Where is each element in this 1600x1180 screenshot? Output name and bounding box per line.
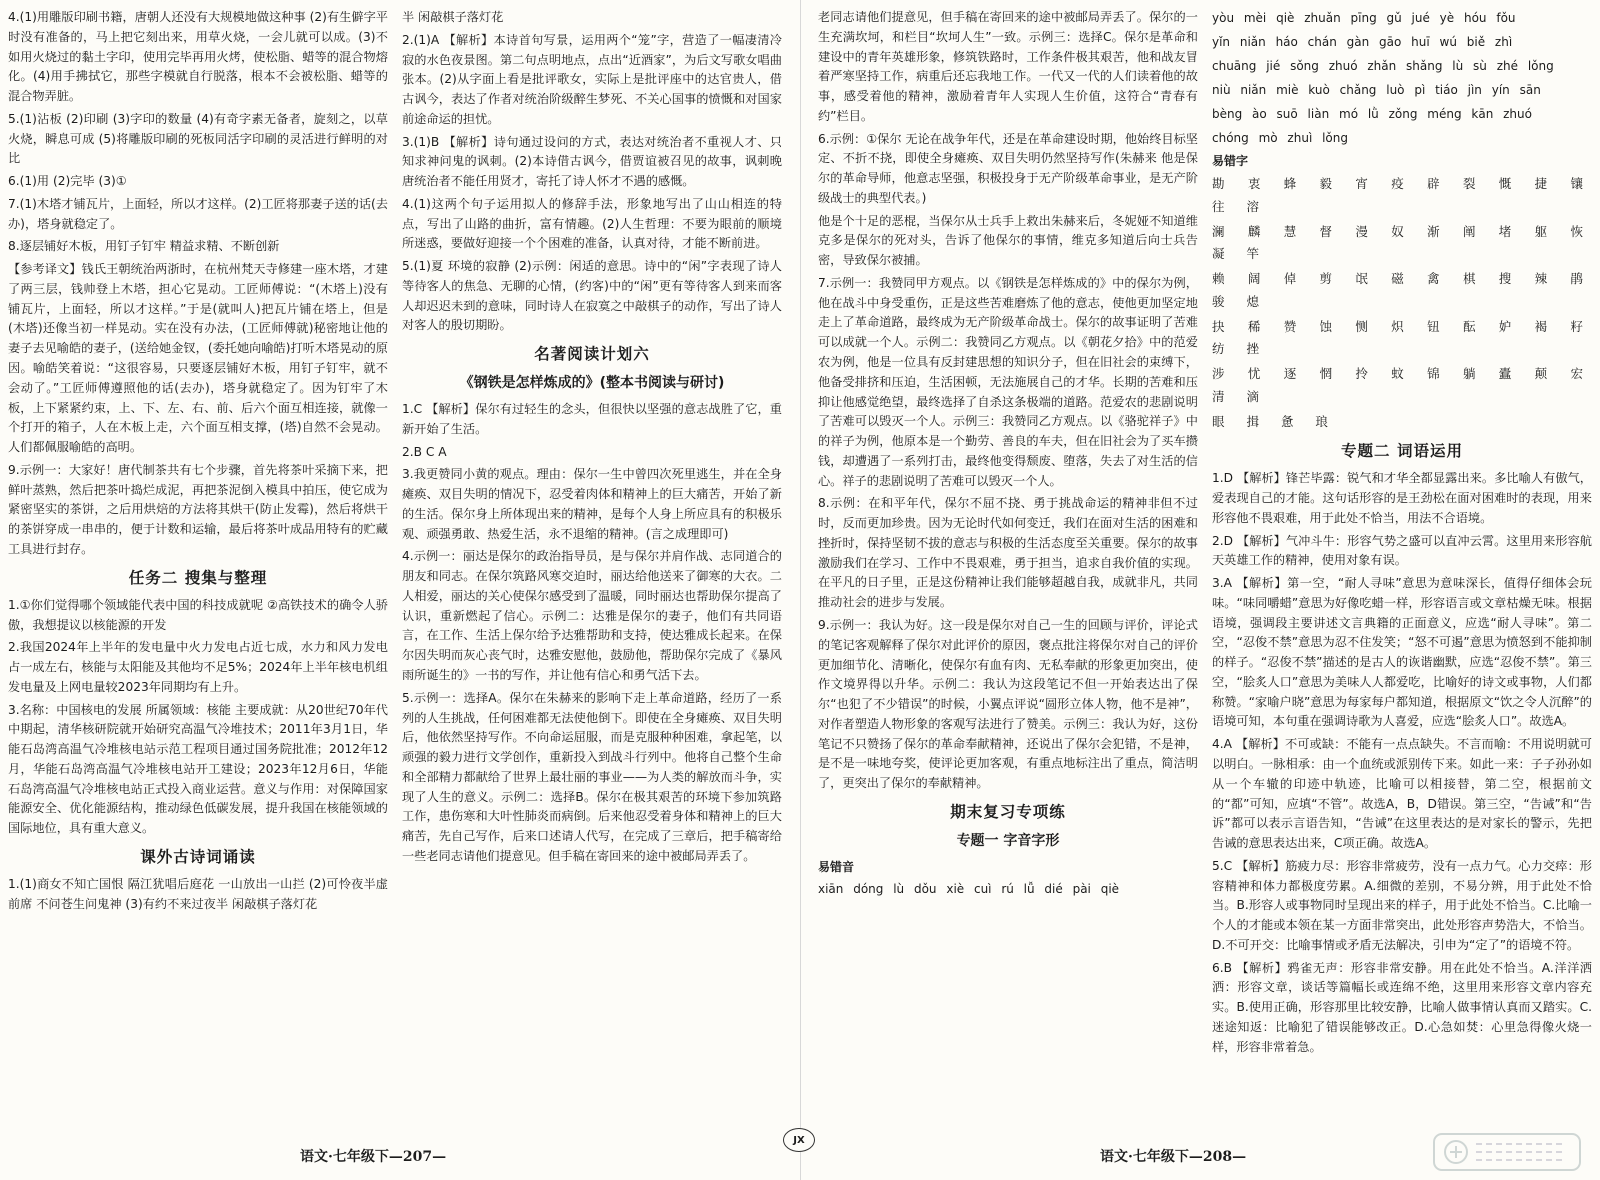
- answer-paragraph: 5.C 【解析】筋疲力尽：形容非常疲劳，没有一点力气。心力交瘁：形容精神和体力都极度劳累。A.细微的差别，不易分辨，用于此处不恰当。B.形容人或事物同时呈现出来的样子，用于此处不恰当。C.比喻一个人的才能或本领在某一方面非常突出，此处形容声势浩大，不恰当。D.不可开交：比喻事情或矛盾无法解决，引申为“定了”的语境不符。: [1212, 858, 1592, 952]
- char-row: 赖 阔 倬 剪 氓 磁 禽 棋 搜 辣 鹃 骏 熄: [1212, 271, 1592, 309]
- watermark-logo-icon: [1432, 1130, 1582, 1174]
- left-page: [0, 0, 790, 1180]
- answer-paragraph: 3.我更赞同小黄的观点。理由：保尔一生中曾四次死里逃生，并在全身瘫痪、双目失明的情况下，忍受着肉体和精神上的巨大痛苦，开始了新的生活。保尔身上所体现出来的精神，是每个人身上所应具有的积极乐观、顽强勇敢、热爱生活，永不退缩的精神。(言之成理即可): [402, 467, 782, 541]
- subsection-label: 易错音: [818, 859, 855, 874]
- answer-paragraph: 5.(1)沾板 (2)印刷 (3)字印的数量 (4)有奇字素无备者，旋刻之，以草火烧，瞬息可成 (5)将雕版印刷的死板同活字印刷的灵活进行鲜明的对比: [8, 111, 388, 166]
- char-row: 涉 忧 逐 惘 拎 蚊 锦 躺 蠹 颠 宏 清 滴: [1212, 366, 1592, 404]
- left-column-1: [8, 8, 388, 1130]
- answer-paragraph: 7.示例一：我赞同甲方观点。以《钢铁是怎样炼成的》中的保尔为例，他在战斗中身受重伤，正是这些苦难磨炼了他的意志，使他更加坚定地走上了革命道路，最终成为无产阶级革命战士。保尔的故事证明了苦难可以成就一个人。示例二：我赞同乙方观点。以《朝花夕拾》中的范爱农为例，他是一位具有反封建思想的知识分子，但在旧社会的束缚下，他备受排挤和压迫，生活困顿，无法施展自己的才华。长期的苦难和压抑让他感觉绝望，最终选择了自杀这条极端的道路。范爱农的悲剧说明了苦难可以毁灭一个人。示例三：我赞同乙方观点。以《骆驼祥子》中的祥子为例，他原本是一个勤劳、善良的车夫，但在旧社会为了买车攒钱，却遭遇了一系列打击，最终他变得颓废、堕落，失去了对生活的信心。祥子的悲剧说明了苦难可以毁灭一个人。: [818, 275, 1198, 488]
- answer-paragraph: 4.(1)用雕版印刷书籍，唐朝人还没有大规模地做这种事 (2)有生僻字平时没有准备的，马上把它刻出来，用草火烧，一会儿就可以成。(3)不如用火烧过的黏土字印，使用完毕再用火烤，使松脂、蜡等的混合物熔化。(4)用手拂拭它，那些字模就自行脱落，根本不会被松脂、蜡等的混合物弄脏。: [8, 10, 388, 104]
- answer-paragraph: 4.A 【解析】不可或缺：不能有一点点缺失。不言而喻：不用说明就可以明白。一脉相承：由一个血统或派别传下来。如此一来：子子孙孙如从一个车辙的印迹中轨迹，比喻可以相接替，第二空，根据前文的“都”可知，应填“不管”。故选A，B，D错误。第三空，“告诫”和“告诉”都可以表示言语告知，“告诫”在这里表达的是对家长的警示，先把告诫的意思表达出来，C项正确。故选A。: [1212, 737, 1592, 851]
- pinyin-line: xiān dóng lù dǒu xiè cuì rú lǚ dié pài qiè: [818, 882, 1120, 897]
- right-column-2: [1212, 8, 1592, 1130]
- pinyin-line: yòu mèi qiè zhuǎn pīng gǔ jué yè hóu fǒu: [1212, 11, 1516, 25]
- answer-paragraph: 2.我国2024年上半年的发电量中火力发电占近七成，水力和风力发电占一成左右，核能与太阳能及其他均不足5%；2024年上半年核电机组发电量及上网电量较2023年同期均有上升。: [8, 640, 388, 694]
- section-title: 专题二 词语运用: [1341, 442, 1463, 461]
- translation-paragraph: 【参考译文】钱氏王朝统治两浙时，在杭州梵天寺修建一座木塔，才建了两三层，钱帅登上木塔，担心它晃动。工匠师傅说：“(木塔上)没有铺瓦片，上面轻，所以才这样。”于是(就叫人)把瓦片铺在塔上，但是(木塔)还像当初一样晃动。实在没有办法，(工匠师傅就)秘密地让他的妻子去见喻皓的妻子，(送给她金钗，(委托她向喻皓)打听木塔晃动的原因。喻皓笑着说：“这很容易，只要逐层铺好木板，用钉子钉牢，就不会动了。”工匠师傅遵照他的话(去办)，塔身就稳定了。因为钉牢了木板，上下紧紧约束，上、下、左、右、前、后六个面互相连接，就像一个打开的箱子，人在木板上走，六个面互相支撑，(塔)自然不会晃动。人们都佩服喻皓的高明。: [8, 262, 388, 455]
- pinyin-line: yǐn niǎn háo chán gàn gāo huī wú biě zhì: [1212, 35, 1513, 49]
- char-row: 眼 揖 惫 琅: [1212, 413, 1337, 429]
- pinyin-line: chóng mò zhuì lǒng: [1212, 131, 1348, 145]
- page-footer-right: 语文·七年级下—208—: [1100, 1149, 1247, 1165]
- left-column-2: [402, 8, 782, 1130]
- answer-paragraph: 2.D 【解析】气冲斗牛：形容气势之盛可以直冲云霄。这里用来形容航天英雄工作的精神，使用对象有误。: [1212, 533, 1592, 568]
- publisher-mark-icon: JX: [783, 1128, 815, 1152]
- section-title: 任务二 搜集与整理: [128, 568, 268, 587]
- answer-paragraph: 3.(1)B 【解析】诗句通过设问的方式，表达对统治者不重视人才、只知求神问鬼的讽刺。(2)本诗借古讽今，借贾谊被召见的故事，讽刺晚唐统治者不能任用贤才，寄托了诗人怀才不遇的感慨。: [402, 134, 782, 189]
- page-footer-left: 语文·七年级下—207—: [300, 1149, 447, 1165]
- answer-paragraph: 半 闲敲棋子落灯花: [402, 10, 504, 24]
- answer-paragraph: 4.示例一：丽达是保尔的政治指导员，是与保尔并肩作战、志同道合的朋友和同志。在保尔筑路风寒交迫时，丽达给他送来了御寒的大衣。二人相爱，丽达的关心使保尔感受到了温暖，同时丽达也帮助保尔提高了认识，重新燃起了信心。示例二：达雅是保尔的妻子，他们有共同语言，在工作、生活上保尔给予达雅帮助和支持，使达雅成长起来。在保尔因失明而灰心丧气时，达雅安慰他，鼓励他，帮助保尔完成了《暴风雨所诞生的》一书的写作，并让他有信心和勇气活下去。: [402, 549, 782, 682]
- answer-paragraph: 4.(1)这两个句子运用拟人的修辞手法，形象地写出了山山相连的特点，写出了山路的曲折，富有情趣。(2)人生哲理：不要为眼前的顺境所迷惑，要做好迎接一个个困难的准备，认真对待，才能不断前进。: [402, 196, 782, 251]
- answer-paragraph: 1.D 【解析】锋芒毕露：锐气和才华全都显露出来。多比喻人有傲气，爱表现自己的才能。这句话形容的是王劲松在面对困难时的表现，用来形容他不畏艰难，用于此处不恰当，用法不合语境。: [1212, 471, 1592, 525]
- char-row: 抉 稀 赞 蚀 恻 炽 钮 酝 妒 褐 籽 纺 挫: [1212, 318, 1592, 357]
- right-page: [810, 0, 1600, 1180]
- section-subtitle: 专题一 字音字形: [956, 832, 1060, 849]
- answer-paragraph: 1.C 【解析】保尔有过轻生的念头，但很快以坚强的意志战胜了它，重新开始了生活。: [402, 402, 782, 436]
- answer-paragraph: 9.示例一：大家好！唐代制茶共有七个步骤，首先将茶叶采摘下来，把鲜叶蒸熟，然后把茶叶捣烂成泥，再把茶泥倒入模具中拍压，使它成为紧密坚实的茶饼，之后用烘焙的方法将其烘干(防止发霉)，然后将烘干的茶饼穿成一串串的，便于计数和运输，最后将茶叶成品用特有的贮藏工具进行封存。: [8, 462, 388, 556]
- answer-paragraph: 6.示例：①保尔 无论在战争年代，还是在革命建设时期，他始终目标坚定、不折不挠，即使全身瘫痪、双目失明仍然坚持写作(朱赫来 他是保尔的革命导师，他意志坚强，积极投身于无产阶级革命事业，是无产阶级战士的典型代表。): [818, 131, 1198, 205]
- answer-paragraph: 老同志请他们提意见，但手稿在寄回来的途中被邮局弄丢了。保尔的一生充满坎坷，和栏目“坎坷人生”一致。示例三：选择C。保尔是革命和建设中的青年英雄形象，修筑铁路时，工作条件极其艰苦，他和战友冒着严寒坚持工作，病重后还忘我地工作。一代又一代的人们读着他的故事，感受着他的精神，激励着青年人实现人生价值，这符合“青春有约”栏目。: [818, 10, 1198, 123]
- char-row: 勘 衷 蜂 毅 宵 疫 辟 裂 慨 捷 镶 往 溶: [1212, 176, 1592, 214]
- answer-paragraph: 1.(1)商女不知亡国恨 隔江犹唱后庭花 一山放出一山拦 (2)可怜夜半虚前席 不问苍生问鬼神 (3)有约不来过夜半 闲敲棋子落灯花: [8, 877, 388, 911]
- answer-paragraph: 3.A 【解析】第一空，“耐人寻味”意思为意味深长，值得仔细体会玩味。“味同嚼蜡”意思为好像吃蜡一样，形容语言或文章枯燥无味。根据语境，强调段主要讲述文言典籍的正面意义，应选“耐人寻味”。第二空，“忍俊不禁”意思为忍不住发笑；“怒不可遏”意思为愤怒到不能抑制的样子。“忍俊不禁”描述的是古人的诙谐幽默，应选“忍俊不禁”。第三空，“脍炙人口”意思为美味人人都爱吃，比喻好的诗文或事物，人们都称赞。“家喻户晓”意思为每家每户都知道，根据原文“饮之令人沉醉”的语境可知，本句重在强调诗歌为人喜爱，应选“脍炙人口”。故选A。: [1212, 576, 1592, 729]
- section-title: 期末复习专项练: [950, 802, 1066, 821]
- answer-paragraph: 8.逐层铺好木板，用钉子钉牢 精益求精、不断创新: [8, 239, 280, 254]
- pinyin-line: bèng ào suō liàn mó lǜ zǒng méng kān zhuó: [1212, 107, 1532, 121]
- answer-paragraph: 2.B C A: [402, 444, 447, 459]
- section-subtitle: 《钢铁是怎样炼成的》(整本书阅读与研讨): [459, 375, 725, 392]
- answer-paragraph: 6.B 【解析】鸦雀无声：形容非常安静。用在此处不恰当。A.洋洋洒洒：形容文章，谈话等篇幅长或连绵不绝，这里用来形容文章内容充实。B.使用正确，形容那里比较安静，比喻人做事情认真而又踏实。C.迷途知返：比喻犯了错误能够改正。D.心急如焚：心里急得像火烧一样，形容非常着急。: [1212, 960, 1592, 1054]
- pinyin-line: chuāng jié sǒng zhuó zhǎn shǎng lù sù zhé lǒng: [1212, 59, 1554, 73]
- answer-paragraph: 8.示例：在和平年代，保尔不屈不挠、勇于挑战命运的精神非但不过时，反而更加珍贵。因为无论时代如何变迁，我们在面对生活的困难和挫折时，保持坚韧不拔的意志与积极的生活态度至关重要。保尔的故事激励我们在学习、工作中不畏艰难，勇于担当，追求自我价值的实现。在平凡的日子里，正是这份精神让我们能够超越自我，成就非凡，共同推动社会的进步与发展。: [818, 496, 1198, 610]
- section-title: 名著阅读计划六: [534, 345, 650, 364]
- answer-paragraph: 9.示例一：我认为好。这一段是保尔对自己一生的回顾与评价，评论式的笔记客观解释了保尔对此评价的原因，褒点批注将保尔对自己的评价更加细节化、清晰化，使保尔有血有肉、无私奉献的形象更加突出，使作文境界得以升华。示例二：我认为这段笔记不但一开始表达出了保尔“也犯了不少错误”的时候，小翼点评说“圆形立体人物，他不是神”，对作者塑造人物形象的客观写法进行了赞美。示例三：我认为好，这份笔记不只赞扬了保尔的革命奉献精神，还说出了保尔会犯错，不是神，是不是一味地夸奖，使评论更加客观，有重点地标注出了重点，简洁明了，更突出了保尔的奉献精神。: [818, 617, 1198, 791]
- answer-paragraph: 他是个十足的恶棍，当保尔从士兵手上救出朱赫来后，冬妮娅不知道维克多是保尔的死对头，告诉了他保尔的事情，维克多知道后向士兵告密，导致保尔被捕。: [818, 213, 1198, 268]
- answer-paragraph: 3.名称：中国核电的发展 所属领域：核能 主要成就：从20世纪70年代中期起，清华核研院就开始研究高温气冷堆技术；2011年3月1日，华能石岛湾高温气冷堆核电站示范工程项目通过国务院批准；2012年12月，华能石岛湾高温气冷堆核电站开工建设；2023年12月6日，华能石岛湾高温气冷堆核电站正式投入商业运营。意义与作用：对保障国家能源安全、优化能源结构，推动绿色低碳发展，提升我国在核能领域的国际地位，具有重大意义。: [8, 702, 388, 836]
- char-row: 澜 麟 慧 督 漫 奴 渐 阐 堵 躯 恢 凝 竿: [1212, 223, 1592, 262]
- answer-paragraph: 5.(1)夏 环境的寂静 (2)示例：闲适的意思。诗中的“闲”字表现了诗人等待客人的焦急、无聊的心情，(约客)中的“闲”更有等待客人到来而客人却迟迟未到的意味，同时诗人在寂寞之中敲棋子的动作，写出了诗人对客人的殷切期盼。: [402, 259, 782, 333]
- answer-paragraph: 7.(1)木塔才铺瓦片，上面轻，所以才这样。(2)工匠将那妻子送的话(去办)，塔身就稳定了。: [8, 196, 388, 231]
- pinyin-line: niù niǎn miè kuò chǎng luò pì tiáo jìn yín sān: [1212, 83, 1541, 97]
- answer-paragraph: 6.(1)用 (2)完毕 (3)①: [8, 174, 127, 189]
- answer-paragraph: 2.(1)A 【解析】本诗首句写景，运用两个“笼”字，营造了一幅凄清冷寂的水色夜景图。第二句点明地点，点出“近酒家”，为后文写歌女唱曲张本。(2)从字面上看是批评歌女，实际上是批评座中的达官贵人，借古讽今，表达了作者对统治阶级醉生梦死、不关心国事的愤慨和对国家前途命运的担忧。: [402, 32, 782, 126]
- section-title: 课外古诗词诵读: [140, 847, 256, 866]
- answer-paragraph: 1.①你们觉得哪个领域能代表中国的科技成就呢 ②高铁技术的确令人骄傲，我想提议以核能源的开发: [8, 597, 388, 632]
- subsection-label: 易错字: [1212, 154, 1249, 168]
- page-divider: [800, 0, 801, 1180]
- answer-paragraph: 5.示例一：选择A。保尔在朱赫来的影响下走上革命道路，经历了一系列的人生挑战，任何困难都无法使他倒下。即使在全身瘫痪、双目失明后，他依然坚持写作。不向命运屈服，而是克服种种困难，拿起笔，以顽强的毅力进行文学创作，重新投入到战斗行列中。他将自己整个生命和全部精力都献给了世界上最壮丽的事业——为人类的解放而斗争，实现了人生的意义。示例二：选择B。保尔在极其艰苦的环境下参加筑路工作，患伤寒和大叶性肺炎而病倒。后来他忍受着身体和精神上的巨大痛苦，先自己写作，后来口述请人代写，在完成了三章后，把手稿寄给一些老同志请他们提意见。但手稿在寄回来的途中被邮局弄丢了。: [402, 690, 782, 863]
- right-column-1: [818, 8, 1198, 1130]
